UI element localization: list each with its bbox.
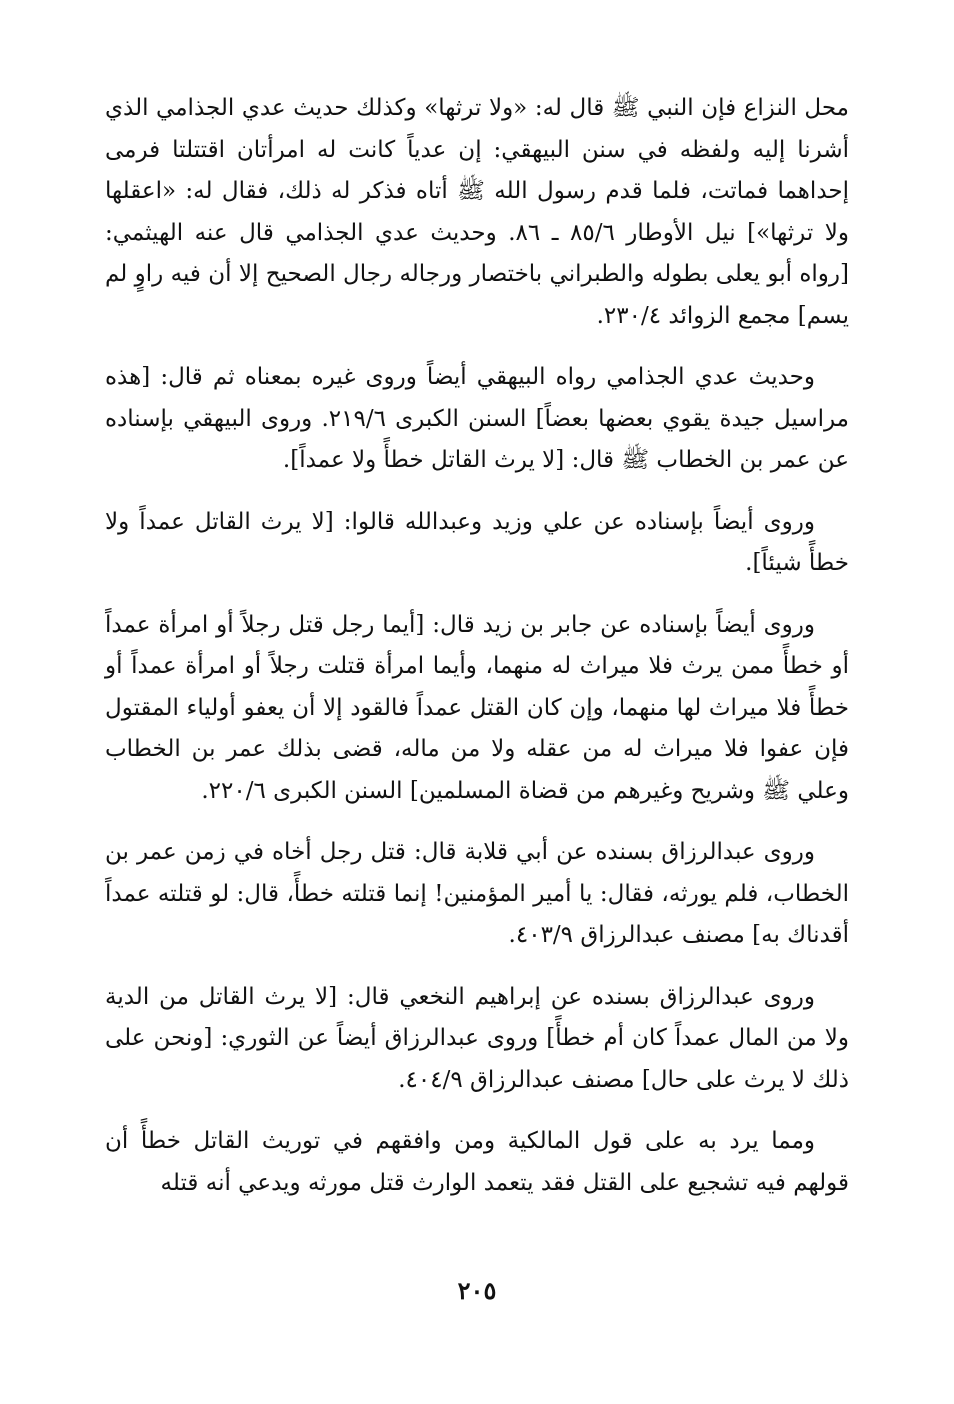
paragraph-7: ومما يرد به على قول المالكية ومن وافقهم في توريث القاتل خطأً أن قولهم فيه تشجيع على القتل فقد يتعمد الوارث قتل مورثه ويدعي أنه قتله bbox=[105, 1128, 849, 1196]
page-number: ٢٠٥ bbox=[457, 1276, 497, 1305]
paragraph-1: محل النزاع فإن النبي ﷺ قال له: «ولا ترثها» وكذلك حديث عدي الجذامي الذي أشرنا إليه ولفظه في سنن البيهقي: إن عدياً كانت له امرأتان اقتتلتا فرمى إحداهما فماتت، فلما قدم رسول الله ﷺ أتاه فذكر له ذلك، فقال له: «اعقلها ولا ترثها»] نيل الأوطار ٨٥/٦ ـ ٨٦. وحديث عدي الجذامي قال عنه الهيثمي: [رواه أبو يعلى بطوله والطبراني باختصار ورجاله رجال الصحيح إلا أن فيه راوٍ لم يسم] مجمع الزوائد ٢٣٠/٤. bbox=[105, 95, 849, 329]
paragraph-5: وروى عبدالرزاق بسنده عن أبي قلابة قال: قتل رجل أخاه في زمن عمر بن الخطاب، فلم يورثه، فقال: يا أمير المؤمنين! إنما قتلته خطأً، قال: لو قتلته عمداً أقدناك به] مصنف عبدالرزاق ٤٠٣/٩. bbox=[105, 839, 849, 948]
paragraph-3: وروى أيضاً بإسناده عن علي وزيد وعبدالله قالوا: [لا يرث القاتل عمداً ولا خطأً شيئاً]. bbox=[105, 508, 849, 576]
paragraph-6: وروى عبدالرزاق بسنده عن إبراهيم النخعي قال: [لا يرث القاتل من الدية ولا من المال عمداً كان أم خطأً] وروى عبدالرزاق أيضاً عن الثوري: [ونحن على ذلك لا يرث على حال] مصنف عبدالرزاق ٤٠٤/٩. bbox=[105, 983, 849, 1093]
paragraph-4: وروى أيضاً بإسناده عن جابر بن زيد قال: [أيما رجل قتل رجلاً أو امرأة عمداً أو خطأً ممن يرث فلا ميراث له منهما، وأيما امرأة قتلت رجلاً أو امرأة عمداً أو خطأً فلا ميراث لها منهما، وإن كان القتل عمداً فالقود إلا أن يعفو أولياء المقتول فإن عفوا فلا ميراث له من عقله ولا من ماله، قضى بذلك عمر بن الخطاب وعلي ﷺ وشريح وغيرهم من قضاة المسلمين] السنن الكبرى ٢٢٠/٦. bbox=[105, 611, 849, 804]
paragraph-2: وحديث عدي الجذامي رواه البيهقي أيضاً وروى غيره بمعناه ثم قال: [هذه مراسيل جيدة يقوي بعضها بعضاً] السنن الكبرى ٢١٩/٦. وروى البيهقي بإسناده عن عمر بن الخطاب ﷺ قال: [لا يرث القاتل خطأً ولا عمداً]. bbox=[105, 364, 849, 473]
page-body bbox=[105, 88, 849, 1314]
